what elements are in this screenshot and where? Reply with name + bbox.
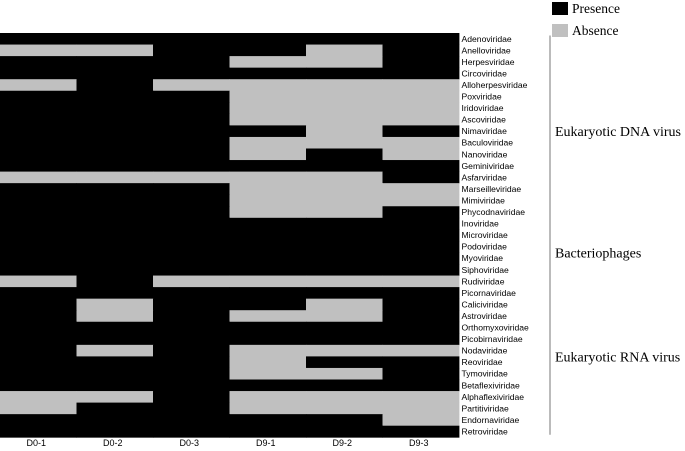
cell-alloherpesviridae-d9-3 bbox=[383, 79, 460, 91]
cell-myoviridae-d9-1 bbox=[230, 252, 307, 264]
group-brackets bbox=[550, 36, 681, 435]
cell-anelloviridae-d0-2 bbox=[77, 45, 154, 57]
row-label-nodaviridae: Nodaviridae bbox=[461, 345, 508, 356]
cell-reoviridae-d0-3 bbox=[153, 356, 230, 368]
cell-nanoviridae-d9-3 bbox=[383, 149, 460, 161]
cell-retroviridae-d0-1 bbox=[0, 426, 77, 438]
cell-alphaflexiviridae-d0-1 bbox=[0, 391, 77, 403]
cell-betaflexiviridae-d0-2 bbox=[77, 380, 154, 392]
cell-inoviridae-d9-2 bbox=[306, 218, 383, 230]
cell-mimiviridae-d9-1 bbox=[230, 195, 307, 207]
cell-iridoviridae-d9-3 bbox=[383, 102, 460, 114]
row-label-orthomyxoviridae: Orthomyxoviridae bbox=[461, 322, 529, 333]
row-label-geminiviridae: Geminiviridae bbox=[461, 160, 515, 171]
cell-mimiviridae-d9-3 bbox=[383, 195, 460, 207]
cell-podoviridae-d9-2 bbox=[306, 241, 383, 253]
cell-astroviridae-d0-3 bbox=[153, 310, 230, 322]
cell-rudiviridae-d0-2 bbox=[77, 276, 154, 288]
cell-phycodnaviridae-d9-3 bbox=[383, 206, 460, 218]
legend-label-presence: Presence bbox=[572, 1, 620, 16]
row-label-marseilleviridae: Marseilleviridae bbox=[461, 183, 522, 194]
cell-betaflexiviridae-d0-3 bbox=[153, 380, 230, 392]
cell-endornaviridae-d0-2 bbox=[77, 414, 154, 426]
cell-marseilleviridae-d0-2 bbox=[77, 183, 154, 195]
cell-poxviridae-d9-3 bbox=[383, 91, 460, 103]
cell-microviridae-d0-2 bbox=[77, 229, 154, 241]
row-label-alphaflexiviridae: Alphaflexiviridae bbox=[461, 391, 525, 402]
cell-partitiviridae-d0-3 bbox=[153, 403, 230, 415]
cell-poxviridae-d0-3 bbox=[153, 91, 230, 103]
cell-geminiviridae-d0-1 bbox=[0, 160, 77, 172]
row-label-reoviridae: Reoviridae bbox=[461, 357, 503, 368]
cell-anelloviridae-d0-1 bbox=[0, 45, 77, 57]
cell-endornaviridae-d9-2 bbox=[306, 414, 383, 426]
cell-rudiviridae-d9-3 bbox=[383, 276, 460, 288]
cell-microviridae-d9-1 bbox=[230, 229, 307, 241]
cell-siphoviridae-d9-2 bbox=[306, 264, 383, 276]
cell-alphaflexiviridae-d0-3 bbox=[153, 391, 230, 403]
row-label-baculoviridae: Baculoviridae bbox=[461, 137, 514, 148]
cell-adenoviridae-d9-1 bbox=[230, 33, 307, 45]
cell-microviridae-d0-1 bbox=[0, 229, 77, 241]
cell-picornaviridae-d0-3 bbox=[153, 287, 230, 299]
cell-partitiviridae-d0-2 bbox=[77, 403, 154, 415]
cell-ascoviridae-d0-3 bbox=[153, 114, 230, 126]
legend bbox=[552, 1, 620, 38]
cell-retroviridae-d9-1 bbox=[230, 426, 307, 438]
cell-reoviridae-d9-3 bbox=[383, 356, 460, 368]
cell-phycodnaviridae-d0-3 bbox=[153, 206, 230, 218]
cell-astroviridae-d9-3 bbox=[383, 310, 460, 322]
row-label-ascoviridae: Ascoviridae bbox=[461, 114, 506, 125]
group-label-eukaryotic-rna-virus: Eukaryotic RNA virus bbox=[555, 350, 681, 366]
cell-ascoviridae-d0-1 bbox=[0, 114, 77, 126]
cell-picobirnaviridae-d0-2 bbox=[77, 333, 154, 345]
cell-orthomyxoviridae-d0-2 bbox=[77, 322, 154, 334]
row-label-betaflexiviridae: Betaflexiviridae bbox=[461, 380, 520, 391]
cell-inoviridae-d0-1 bbox=[0, 218, 77, 230]
cell-podoviridae-d0-3 bbox=[153, 241, 230, 253]
group-label-eukaryotic-dna-virus: Eukaryotic DNA virus bbox=[555, 125, 681, 141]
cell-tymoviridae-d0-1 bbox=[0, 368, 77, 380]
cell-mimiviridae-d0-2 bbox=[77, 195, 154, 207]
row-label-microviridae: Microviridae bbox=[461, 230, 508, 241]
cell-caliciviridae-d0-2 bbox=[77, 299, 154, 311]
cell-orthomyxoviridae-d0-1 bbox=[0, 322, 77, 334]
cell-caliciviridae-d9-3 bbox=[383, 299, 460, 311]
column-label-d0-2: D0-2 bbox=[102, 438, 123, 448]
row-label-poxviridae: Poxviridae bbox=[461, 91, 502, 102]
cell-mimiviridae-d0-1 bbox=[0, 195, 77, 207]
cell-nodaviridae-d9-3 bbox=[383, 345, 460, 357]
legend-label-absence: Absence bbox=[572, 23, 619, 38]
cell-nodaviridae-d9-2 bbox=[306, 345, 383, 357]
cell-iridoviridae-d0-3 bbox=[153, 102, 230, 114]
cell-circoviridae-d9-2 bbox=[306, 68, 383, 80]
cell-anelloviridae-d0-3 bbox=[153, 45, 230, 57]
cell-microviridae-d9-2 bbox=[306, 229, 383, 241]
cell-phycodnaviridae-d9-1 bbox=[230, 206, 307, 218]
cell-alloherpesviridae-d0-1 bbox=[0, 79, 77, 91]
cell-iridoviridae-d0-1 bbox=[0, 102, 77, 114]
cell-astroviridae-d0-2 bbox=[77, 310, 154, 322]
cell-asfarviridae-d9-1 bbox=[230, 172, 307, 184]
cell-baculoviridae-d9-2 bbox=[306, 137, 383, 149]
cell-partitiviridae-d9-2 bbox=[306, 403, 383, 415]
cell-podoviridae-d0-2 bbox=[77, 241, 154, 253]
cell-asfarviridae-d9-3 bbox=[383, 172, 460, 184]
cell-inoviridae-d0-2 bbox=[77, 218, 154, 230]
legend-swatch-presence bbox=[552, 2, 568, 15]
cell-adenoviridae-d9-2 bbox=[306, 33, 383, 45]
row-label-picornaviridae: Picornaviridae bbox=[461, 287, 516, 298]
cell-geminiviridae-d9-3 bbox=[383, 160, 460, 172]
cell-nodaviridae-d0-2 bbox=[77, 345, 154, 357]
cell-endornaviridae-d0-1 bbox=[0, 414, 77, 426]
cell-nimaviridae-d0-1 bbox=[0, 125, 77, 137]
cell-herpesviridae-d0-3 bbox=[153, 56, 230, 68]
cell-herpesviridae-d0-1 bbox=[0, 56, 77, 68]
cell-mimiviridae-d9-2 bbox=[306, 195, 383, 207]
cell-geminiviridae-d9-2 bbox=[306, 160, 383, 172]
cell-siphoviridae-d9-3 bbox=[383, 264, 460, 276]
cell-picobirnaviridae-d0-1 bbox=[0, 333, 77, 345]
cell-picobirnaviridae-d9-3 bbox=[383, 333, 460, 345]
cell-nodaviridae-d9-1 bbox=[230, 345, 307, 357]
cell-nanoviridae-d0-1 bbox=[0, 149, 77, 161]
cell-orthomyxoviridae-d9-3 bbox=[383, 322, 460, 334]
cell-podoviridae-d0-1 bbox=[0, 241, 77, 253]
cell-poxviridae-d9-1 bbox=[230, 91, 307, 103]
cell-astroviridae-d0-1 bbox=[0, 310, 77, 322]
cell-reoviridae-d0-2 bbox=[77, 356, 154, 368]
cell-nanoviridae-d9-1 bbox=[230, 149, 307, 161]
row-label-partitiviridae: Partitiviridae bbox=[461, 403, 509, 414]
cell-nanoviridae-d0-3 bbox=[153, 149, 230, 161]
cell-myoviridae-d0-1 bbox=[0, 252, 77, 264]
cell-poxviridae-d9-2 bbox=[306, 91, 383, 103]
cell-picornaviridae-d0-1 bbox=[0, 287, 77, 299]
cell-poxviridae-d0-1 bbox=[0, 91, 77, 103]
cell-betaflexiviridae-d9-1 bbox=[230, 380, 307, 392]
row-label-podoviridae: Podoviridae bbox=[461, 241, 507, 252]
cell-anelloviridae-d9-1 bbox=[230, 45, 307, 57]
cell-asfarviridae-d0-1 bbox=[0, 172, 77, 184]
cell-geminiviridae-d9-1 bbox=[230, 160, 307, 172]
cell-baculoviridae-d9-3 bbox=[383, 137, 460, 149]
cell-mimiviridae-d0-3 bbox=[153, 195, 230, 207]
cell-herpesviridae-d9-2 bbox=[306, 56, 383, 68]
column-labels bbox=[26, 438, 428, 448]
column-label-d9-1: D9-1 bbox=[255, 438, 276, 448]
cell-alphaflexiviridae-d9-2 bbox=[306, 391, 383, 403]
cell-phycodnaviridae-d0-1 bbox=[0, 206, 77, 218]
cell-marseilleviridae-d9-3 bbox=[383, 183, 460, 195]
cell-alloherpesviridae-d0-2 bbox=[77, 79, 154, 91]
cell-alphaflexiviridae-d9-3 bbox=[383, 391, 460, 403]
cell-siphoviridae-d0-3 bbox=[153, 264, 230, 276]
row-label-inoviridae: Inoviridae bbox=[461, 218, 499, 229]
cell-geminiviridae-d0-3 bbox=[153, 160, 230, 172]
cell-siphoviridae-d0-1 bbox=[0, 264, 77, 276]
cell-nodaviridae-d0-3 bbox=[153, 345, 230, 357]
row-label-picobirnaviridae: Picobirnaviridae bbox=[461, 334, 523, 345]
row-label-endornaviridae: Endornaviridae bbox=[461, 414, 520, 425]
cell-orthomyxoviridae-d0-3 bbox=[153, 322, 230, 334]
cell-inoviridae-d9-1 bbox=[230, 218, 307, 230]
cell-retroviridae-d9-2 bbox=[306, 426, 383, 438]
cell-herpesviridae-d0-2 bbox=[77, 56, 154, 68]
column-label-d0-1: D0-1 bbox=[26, 438, 47, 448]
cell-rudiviridae-d9-1 bbox=[230, 276, 307, 288]
cell-endornaviridae-d9-3 bbox=[383, 414, 460, 426]
row-label-nanoviridae: Nanoviridae bbox=[461, 149, 508, 160]
cell-orthomyxoviridae-d9-1 bbox=[230, 322, 307, 334]
cell-caliciviridae-d0-3 bbox=[153, 299, 230, 311]
cell-tymoviridae-d0-2 bbox=[77, 368, 154, 380]
cell-alphaflexiviridae-d0-2 bbox=[77, 391, 154, 403]
cell-podoviridae-d9-1 bbox=[230, 241, 307, 253]
cell-retroviridae-d0-3 bbox=[153, 426, 230, 438]
cell-myoviridae-d9-3 bbox=[383, 252, 460, 264]
cell-endornaviridae-d0-3 bbox=[153, 414, 230, 426]
cell-myoviridae-d0-3 bbox=[153, 252, 230, 264]
cell-caliciviridae-d9-2 bbox=[306, 299, 383, 311]
cell-iridoviridae-d9-1 bbox=[230, 102, 307, 114]
cell-inoviridae-d9-3 bbox=[383, 218, 460, 230]
cell-anelloviridae-d9-3 bbox=[383, 45, 460, 57]
cell-partitiviridae-d9-1 bbox=[230, 403, 307, 415]
cell-circoviridae-d9-1 bbox=[230, 68, 307, 80]
cell-anelloviridae-d9-2 bbox=[306, 45, 383, 57]
cell-myoviridae-d0-2 bbox=[77, 252, 154, 264]
cell-iridoviridae-d9-2 bbox=[306, 102, 383, 114]
cell-myoviridae-d9-2 bbox=[306, 252, 383, 264]
cell-circoviridae-d0-3 bbox=[153, 68, 230, 80]
cell-adenoviridae-d0-3 bbox=[153, 33, 230, 45]
cell-poxviridae-d0-2 bbox=[77, 91, 154, 103]
cell-picornaviridae-d9-2 bbox=[306, 287, 383, 299]
cell-rudiviridae-d0-1 bbox=[0, 276, 77, 288]
cell-asfarviridae-d0-2 bbox=[77, 172, 154, 184]
cell-asfarviridae-d9-2 bbox=[306, 172, 383, 184]
cell-baculoviridae-d0-3 bbox=[153, 137, 230, 149]
cell-marseilleviridae-d9-2 bbox=[306, 183, 383, 195]
row-label-nimaviridae: Nimaviridae bbox=[461, 126, 507, 137]
column-label-d9-2: D9-2 bbox=[332, 438, 353, 448]
cell-picornaviridae-d9-3 bbox=[383, 287, 460, 299]
cell-betaflexiviridae-d9-3 bbox=[383, 380, 460, 392]
row-labels bbox=[462, 34, 530, 437]
cell-iridoviridae-d0-2 bbox=[77, 102, 154, 114]
row-label-iridoviridae: Iridoviridae bbox=[461, 103, 504, 114]
row-label-tymoviridae: Tymoviridae bbox=[461, 368, 508, 379]
cell-marseilleviridae-d0-1 bbox=[0, 183, 77, 195]
cell-phycodnaviridae-d0-2 bbox=[77, 206, 154, 218]
cell-baculoviridae-d0-2 bbox=[77, 137, 154, 149]
cell-partitiviridae-d0-1 bbox=[0, 403, 77, 415]
cell-microviridae-d0-3 bbox=[153, 229, 230, 241]
row-label-caliciviridae: Caliciviridae bbox=[461, 299, 508, 310]
cell-tymoviridae-d9-2 bbox=[306, 368, 383, 380]
row-label-phycodnaviridae: Phycodnaviridae bbox=[461, 207, 526, 218]
cell-partitiviridae-d9-3 bbox=[383, 403, 460, 415]
cell-alloherpesviridae-d0-3 bbox=[153, 79, 230, 91]
cell-alloherpesviridae-d9-2 bbox=[306, 79, 383, 91]
cell-ascoviridae-d9-1 bbox=[230, 114, 307, 126]
row-label-retroviridae: Retroviridae bbox=[461, 426, 508, 437]
cell-endornaviridae-d9-1 bbox=[230, 414, 307, 426]
row-label-herpesviridae: Herpesviridae bbox=[461, 56, 515, 67]
cell-reoviridae-d9-2 bbox=[306, 356, 383, 368]
cell-ascoviridae-d9-3 bbox=[383, 114, 460, 126]
cell-betaflexiviridae-d0-1 bbox=[0, 380, 77, 392]
row-label-anelloviridae: Anelloviridae bbox=[461, 45, 511, 56]
cell-rudiviridae-d0-3 bbox=[153, 276, 230, 288]
cell-astroviridae-d9-2 bbox=[306, 310, 383, 322]
cell-alphaflexiviridae-d9-1 bbox=[230, 391, 307, 403]
cell-caliciviridae-d0-1 bbox=[0, 299, 77, 311]
cell-marseilleviridae-d9-1 bbox=[230, 183, 307, 195]
cell-ascoviridae-d0-2 bbox=[77, 114, 154, 126]
cell-nanoviridae-d0-2 bbox=[77, 149, 154, 161]
cell-nimaviridae-d9-3 bbox=[383, 125, 460, 137]
cell-baculoviridae-d9-1 bbox=[230, 137, 307, 149]
cell-nodaviridae-d0-1 bbox=[0, 345, 77, 357]
row-label-myoviridae: Myoviridae bbox=[461, 253, 504, 264]
cell-nimaviridae-d9-2 bbox=[306, 125, 383, 137]
cell-marseilleviridae-d0-3 bbox=[153, 183, 230, 195]
cell-picornaviridae-d0-2 bbox=[77, 287, 154, 299]
cell-retroviridae-d0-2 bbox=[77, 426, 154, 438]
cell-nimaviridae-d0-2 bbox=[77, 125, 154, 137]
column-label-d9-3: D9-3 bbox=[408, 438, 429, 448]
cell-tymoviridae-d9-3 bbox=[383, 368, 460, 380]
cell-adenoviridae-d0-1 bbox=[0, 33, 77, 45]
row-label-astroviridae: Astroviridae bbox=[461, 310, 507, 321]
group-label-bacteriophages: Bacteriophages bbox=[555, 246, 642, 262]
cell-adenoviridae-d9-3 bbox=[383, 33, 460, 45]
cell-adenoviridae-d0-2 bbox=[77, 33, 154, 45]
cell-tymoviridae-d9-1 bbox=[230, 368, 307, 380]
column-label-d0-3: D0-3 bbox=[179, 438, 200, 448]
cell-microviridae-d9-3 bbox=[383, 229, 460, 241]
cell-baculoviridae-d0-1 bbox=[0, 137, 77, 149]
cell-herpesviridae-d9-3 bbox=[383, 56, 460, 68]
cell-circoviridae-d9-3 bbox=[383, 68, 460, 80]
cell-circoviridae-d0-2 bbox=[77, 68, 154, 80]
cell-astroviridae-d9-1 bbox=[230, 310, 307, 322]
cell-picobirnaviridae-d9-2 bbox=[306, 333, 383, 345]
cell-reoviridae-d9-1 bbox=[230, 356, 307, 368]
cell-picornaviridae-d9-1 bbox=[230, 287, 307, 299]
legend-swatch-absence bbox=[552, 24, 568, 37]
row-label-alloherpesviridae: Alloherpesviridae bbox=[461, 79, 528, 90]
cell-tymoviridae-d0-3 bbox=[153, 368, 230, 380]
cell-siphoviridae-d0-2 bbox=[77, 264, 154, 276]
cell-nimaviridae-d0-3 bbox=[153, 125, 230, 137]
cell-reoviridae-d0-1 bbox=[0, 356, 77, 368]
cell-inoviridae-d0-3 bbox=[153, 218, 230, 230]
cell-betaflexiviridae-d9-2 bbox=[306, 380, 383, 392]
row-label-siphoviridae: Siphoviridae bbox=[461, 264, 509, 275]
row-label-mimiviridae: Mimiviridae bbox=[461, 195, 505, 206]
cell-caliciviridae-d9-1 bbox=[230, 299, 307, 311]
cell-alloherpesviridae-d9-1 bbox=[230, 79, 307, 91]
cell-nanoviridae-d9-2 bbox=[306, 149, 383, 161]
cell-nimaviridae-d9-1 bbox=[230, 125, 307, 137]
row-label-asfarviridae: Asfarviridae bbox=[461, 172, 507, 183]
heatmap-cells bbox=[0, 33, 459, 438]
cell-podoviridae-d9-3 bbox=[383, 241, 460, 253]
cell-phycodnaviridae-d9-2 bbox=[306, 206, 383, 218]
row-label-circoviridae: Circoviridae bbox=[461, 68, 507, 79]
cell-rudiviridae-d9-2 bbox=[306, 276, 383, 288]
row-label-adenoviridae: Adenoviridae bbox=[461, 33, 512, 44]
cell-herpesviridae-d9-1 bbox=[230, 56, 307, 68]
cell-ascoviridae-d9-2 bbox=[306, 114, 383, 126]
cell-picobirnaviridae-d0-3 bbox=[153, 333, 230, 345]
row-label-rudiviridae: Rudiviridae bbox=[461, 276, 505, 287]
cell-geminiviridae-d0-2 bbox=[77, 160, 154, 172]
cell-circoviridae-d0-1 bbox=[0, 68, 77, 80]
cell-orthomyxoviridae-d9-2 bbox=[306, 322, 383, 334]
cell-picobirnaviridae-d9-1 bbox=[230, 333, 307, 345]
cell-asfarviridae-d0-3 bbox=[153, 172, 230, 184]
cell-siphoviridae-d9-1 bbox=[230, 264, 307, 276]
cell-retroviridae-d9-3 bbox=[383, 426, 460, 438]
